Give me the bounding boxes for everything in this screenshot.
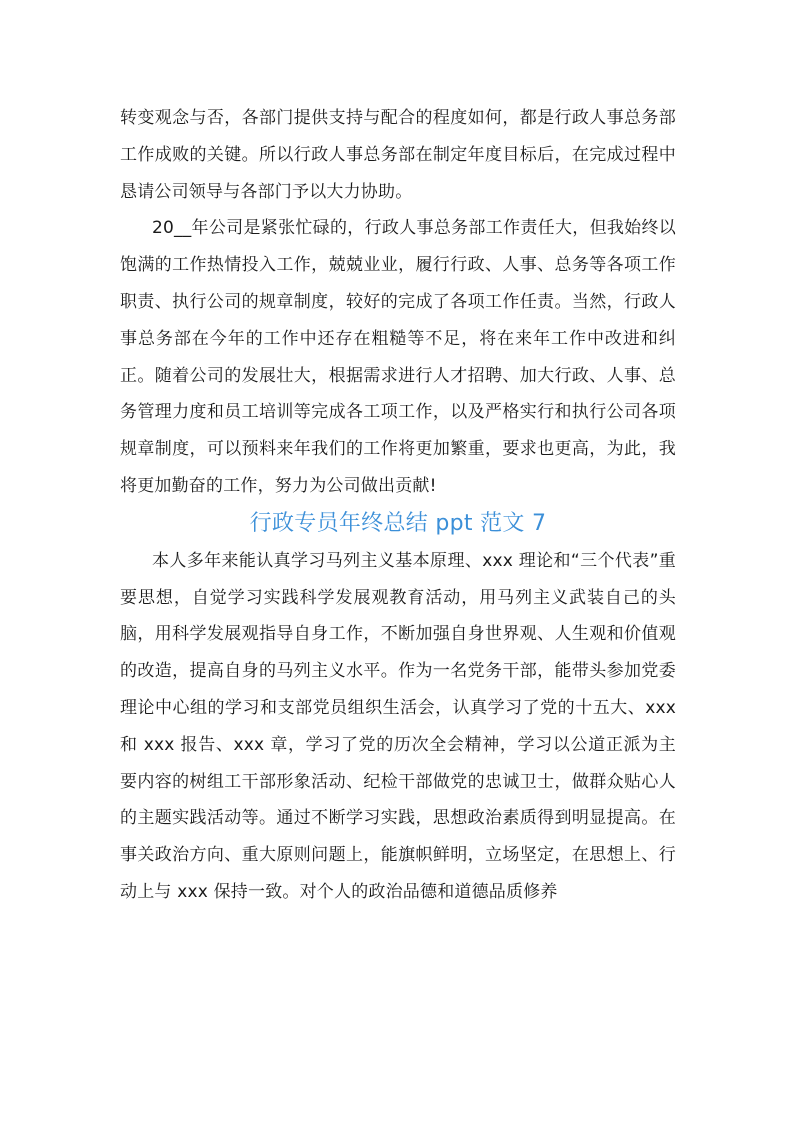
paragraph-continued: 转变观念与否，各部门提供支持与配合的程度如何，都是行政人事总务部工作成败的关键。所以行政人事总务部在制定年度目标后，在完成过程中恳请公司领导与各部门予以大力协助。 bbox=[120, 108, 676, 202]
paragraph-year-summary: 20__年公司是紧张忙碌的，行政人事总务部工作责任大，但我始终以饱满的工作热情投入工作，兢兢业业，履行行政、人事、总务等各项工作职责、执行公司的规章制度，较好的完成了各项工作任责。当然，行政人事总务部在今年的工作中还存在粗糙等不足，将在来年工作中改进和纠正。随着公司的发展壮大，根据需求进行人才招聘、加大行政、人事、总务管理力度和员工培训等完成各工项工作，以及严格实行和执行公司各项规章制度，可以预料来年我们的工作将更加繁重，要求也更高，为此，我将更加勤奋的工作，努力为公司做出贡献! bbox=[120, 218, 676, 496]
section-heading: 行政专员年终总结 ppt 范文 7 bbox=[249, 510, 547, 536]
paragraph-political-study: 本人多年来能认真学习马列主义基本原理、xxx 理论和“三个代表”重要思想，自觉学习实践科学发展观教育活动，用马列主义武装自己的头脑，用科学发展观指导自身工作，不断加强自身世界观、人生观和价值观的改造，提高自身的马列主义水平。作为一名党务干部，能带头参加党委理论中心组的学习和支部党员组织生活会，认真学习了党的十五大、xxx 和 xxx 报告、xxx 章，学习了党的历次全会精神，学习以公道正派为主要内容的树组工干部形象活动、纪检干部做党的忠诚卫士，做群众贴心人的主题实践活动等。通过不断学习实践，思想政治素质得到明显提高。在事关政治方向、重大原则问题上，能旗帜鲜明，立场坚定，在思想上、行动上与 xxx 保持一致。对个人的政治品德和道德品质修养 bbox=[120, 550, 676, 902]
document-body bbox=[120, 100, 676, 911]
